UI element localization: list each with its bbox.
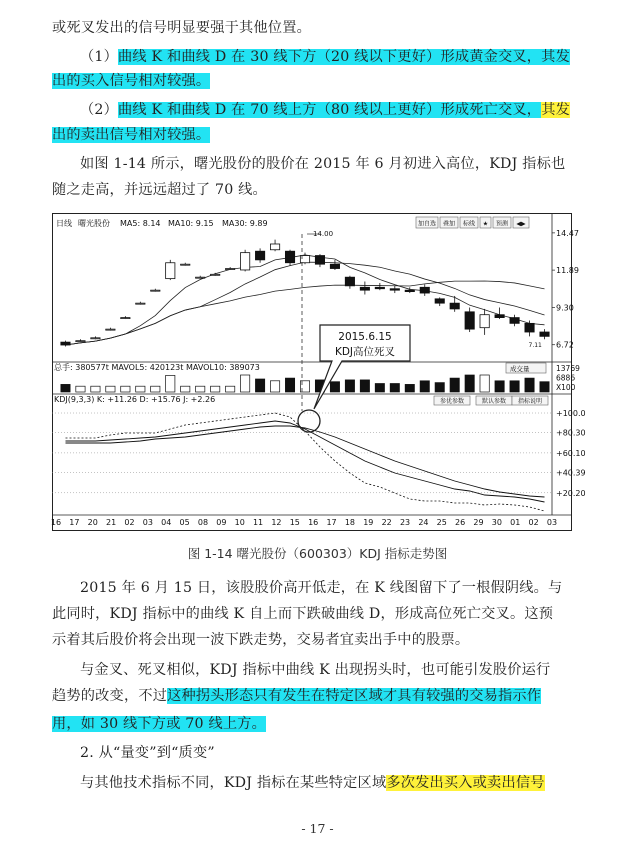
kdj-button-label: 参优参数	[439, 398, 465, 405]
volume-bar	[435, 383, 444, 392]
candle-body	[540, 332, 549, 336]
kdj-axis-label: +80.30	[556, 428, 586, 438]
paragraph-line: 此同时，KDJ 指标中的曲线 K 自上而下跌破曲线 D，形成高位死亡交叉。这预	[52, 606, 554, 622]
volume-bar	[211, 386, 220, 392]
date-axis-label: 11	[252, 518, 264, 527]
date-axis-label: 17	[326, 518, 337, 527]
candle-body	[151, 290, 160, 291]
kdj-axis-label: +40.39	[556, 468, 586, 478]
candle-body	[255, 251, 264, 260]
candle-body	[345, 277, 354, 286]
date-axis-label: 19	[363, 518, 374, 527]
cyan-highlight: 用，如 30 线下方或 70 线上方。	[52, 716, 267, 732]
ma10-value: MA10: 9.15	[168, 219, 214, 228]
volume-bar	[255, 379, 264, 392]
volume-bar	[285, 378, 294, 392]
toolbar-button-label: 叠加	[442, 220, 456, 228]
paragraph-line: 示着其后股价将会出现一波下跌走势，交易者宜卖出手中的股票。	[52, 632, 470, 648]
cyan-highlight: 曲线 K 和曲线 D 在 70 线上方（80 线以上更好）形成死亡交叉，	[118, 102, 542, 118]
annotation-date: 2015.6.15	[338, 331, 392, 343]
volume-bar	[345, 380, 354, 392]
volume-bar	[465, 375, 474, 392]
candle-body	[465, 312, 474, 329]
candle-body	[91, 338, 100, 339]
volume-bar	[136, 386, 145, 392]
date-axis-label: 16	[50, 518, 62, 527]
candle-body	[480, 315, 489, 328]
paragraph-line	[52, 71, 600, 91]
paragraph-line	[52, 125, 600, 145]
volume-bar	[330, 382, 339, 392]
volume-bar	[405, 384, 414, 392]
paragraph-line: （2）曲线 K 和曲线 D 在 70 线上方（80 线以上更好）形成死亡交叉，其发	[80, 102, 570, 118]
candle-body	[435, 299, 444, 303]
date-axis-label: 29	[473, 518, 484, 527]
candle-body	[181, 264, 190, 265]
candle-body	[285, 251, 294, 263]
cyan-highlight: 这种拐头形态只有发生在特定区域才具有较强的交易指示作	[167, 688, 542, 704]
date-axis-label: 01	[510, 518, 521, 527]
volume-bar	[151, 386, 160, 392]
date-axis-label: 22	[381, 518, 392, 527]
stock-name: 曙光股份	[78, 219, 110, 228]
volume-bar	[360, 380, 369, 392]
date-axis-label: 04	[161, 518, 172, 527]
volume-bar	[525, 378, 534, 392]
high-price-label: 14.00	[313, 230, 334, 238]
annotation-label: KDJ高位死叉	[334, 346, 396, 358]
volume-axis-label: 13769	[556, 364, 580, 373]
candle-body	[495, 315, 504, 318]
candle-body	[510, 318, 519, 324]
candle-body	[450, 303, 459, 309]
paragraph-line: 趋势的改变，不过这种拐头形态只有发生在特定区域才具有较强的交易指示作	[52, 688, 542, 704]
candle-body	[240, 253, 249, 270]
volume-bar	[226, 386, 235, 392]
paragraph-line: 与金叉、死叉相似，KDJ 指标中曲线 K 出现拐头时，也可能引发股价运行	[80, 662, 551, 678]
date-axis-label: 08	[197, 518, 209, 527]
candle-body	[330, 264, 339, 268]
date-axis-label: 02	[528, 518, 539, 527]
candle-body	[360, 287, 369, 290]
volume-bar	[76, 386, 85, 392]
ma5-value: MA5: 8.14	[120, 219, 161, 228]
volume-axis-label: X100	[556, 383, 576, 392]
candle-body	[196, 277, 205, 278]
volume-bar	[61, 384, 70, 392]
volume-bar	[166, 375, 175, 392]
figure-caption: 图 1-14 曙光股份（600303）KDJ 指标走势图	[187, 546, 448, 561]
volume-axis-label: 6886	[556, 373, 576, 383]
date-axis-label: 24	[418, 518, 429, 527]
date-axis-label: 25	[436, 518, 447, 527]
cyan-highlight: 出的卖出信号相对较强。	[52, 127, 211, 143]
price-axis-label: 9.30	[556, 303, 574, 313]
date-axis-label: 03	[142, 518, 153, 527]
volume-bar	[181, 386, 190, 392]
paragraph-line: 或死叉发出的信号明显要强于其他位置。	[52, 20, 311, 36]
cyan-highlight: 出的买入信号相对较强。	[52, 73, 211, 89]
volume-bar	[495, 381, 504, 392]
paragraph-line: 2015 年 6 月 15 日，该股股价高开低走，在 K 线图留下了一根假阴线。与	[80, 580, 563, 596]
volume-bar	[450, 378, 459, 392]
date-axis-label: 26	[455, 518, 466, 527]
kdj-axis-label: +20.20	[556, 488, 586, 498]
volume-bar	[390, 384, 399, 393]
date-axis-label: 23	[399, 518, 411, 527]
price-axis-label: 11.89	[556, 266, 579, 276]
kdj-button-label: 指标说明	[517, 398, 543, 405]
candle-body	[211, 274, 220, 275]
volume-bar	[540, 382, 549, 392]
paragraph-line: 与其他技术指标不同，KDJ 指标在某些特定区域多次发出买入或卖出信号	[80, 775, 545, 791]
date-axis-label: 21	[106, 518, 117, 527]
volume-bar	[240, 375, 249, 392]
kdj-stock-chart	[50, 213, 586, 531]
ma30-value: MA30: 9.89	[222, 219, 268, 228]
candle-body	[136, 303, 145, 304]
volume-bar	[510, 381, 519, 392]
price-axis-label: 6.72	[556, 340, 574, 350]
toolbar-button-label: 预测	[495, 220, 509, 228]
date-axis-label: 09	[216, 518, 227, 527]
volume-bar	[196, 386, 205, 392]
kdj-header: KDJ(9,3,3) K: +11.26 D: +15.76 J: +2.26	[54, 395, 216, 404]
kdj-axis-label: +60.10	[556, 448, 586, 458]
paragraph-line: 如图 1-14 所示，曙光股份的股价在 2015 年 6 月初进入高位，KDJ 指标也	[80, 156, 566, 172]
paragraph-line	[52, 714, 600, 734]
paragraph-line: 随之走高，并远远超过了 70 线。	[52, 182, 267, 198]
volume-bar	[375, 384, 384, 393]
section-heading: 2. 从“量变”到“质变”	[80, 745, 215, 761]
page-number: - 17 -	[301, 821, 334, 836]
yellow-highlight: 其发	[541, 102, 570, 118]
candle-body	[226, 269, 235, 270]
candle-body	[405, 290, 414, 291]
candle-body	[390, 289, 399, 290]
volume-header: 总手: 380577t MAVOL5: 420123t MAVOL10: 389073	[54, 363, 260, 372]
candle-body	[76, 341, 85, 342]
date-axis-label: 05	[179, 518, 190, 527]
volume-bar	[420, 381, 429, 392]
candle-body	[375, 287, 384, 288]
volume-bar	[270, 381, 279, 392]
toolbar-button-label: 标线	[462, 220, 476, 228]
date-axis-label: 03	[546, 518, 558, 527]
candle-body	[61, 342, 70, 345]
toolbar-button-label: 加自选	[417, 220, 437, 228]
candle-body	[420, 287, 429, 293]
volume-dropdown-label: 成交量	[510, 365, 530, 373]
period-label: 日线	[56, 219, 72, 228]
date-axis-label: 30	[491, 518, 502, 527]
date-axis-label: 20	[87, 518, 98, 527]
volume-bar	[106, 386, 115, 392]
candle-body	[315, 256, 324, 265]
candle-body	[121, 318, 130, 319]
toolbar-button-label: ★	[482, 220, 489, 228]
kdj-axis-label: +100.0	[556, 409, 586, 418]
volume-bar	[91, 386, 100, 392]
volume-bar	[480, 375, 489, 392]
paragraph-line: （1）曲线 K 和曲线 D 在 30 线下方（20 线以下更好）形成黄金交叉，其发	[80, 49, 570, 65]
toolbar-button-label: ◀▶	[516, 220, 526, 228]
date-axis-label: 02	[124, 518, 135, 527]
candle-body	[106, 329, 115, 330]
date-axis-label: 18	[344, 518, 356, 527]
price-axis-label: 14.47	[556, 228, 579, 238]
date-axis-label: 10	[234, 518, 245, 527]
date-axis-label: 16	[308, 518, 319, 527]
date-axis-label: 12	[271, 518, 282, 527]
yellow-highlight: 多次发出买入或卖出信号	[386, 775, 545, 791]
date-axis-label: 17	[69, 518, 80, 527]
candle-body	[525, 323, 534, 332]
volume-bar	[121, 386, 130, 392]
low-price-label: 7.11	[528, 342, 542, 350]
cyan-highlight: 曲线 K 和曲线 D 在 30 线下方（20 线以下更好）形成黄金交叉，其发	[118, 49, 570, 65]
kdj-button-label: 默认参数	[481, 398, 507, 405]
candle-body	[270, 244, 279, 250]
date-axis-label: 15	[289, 518, 300, 527]
candle-body	[166, 263, 175, 279]
